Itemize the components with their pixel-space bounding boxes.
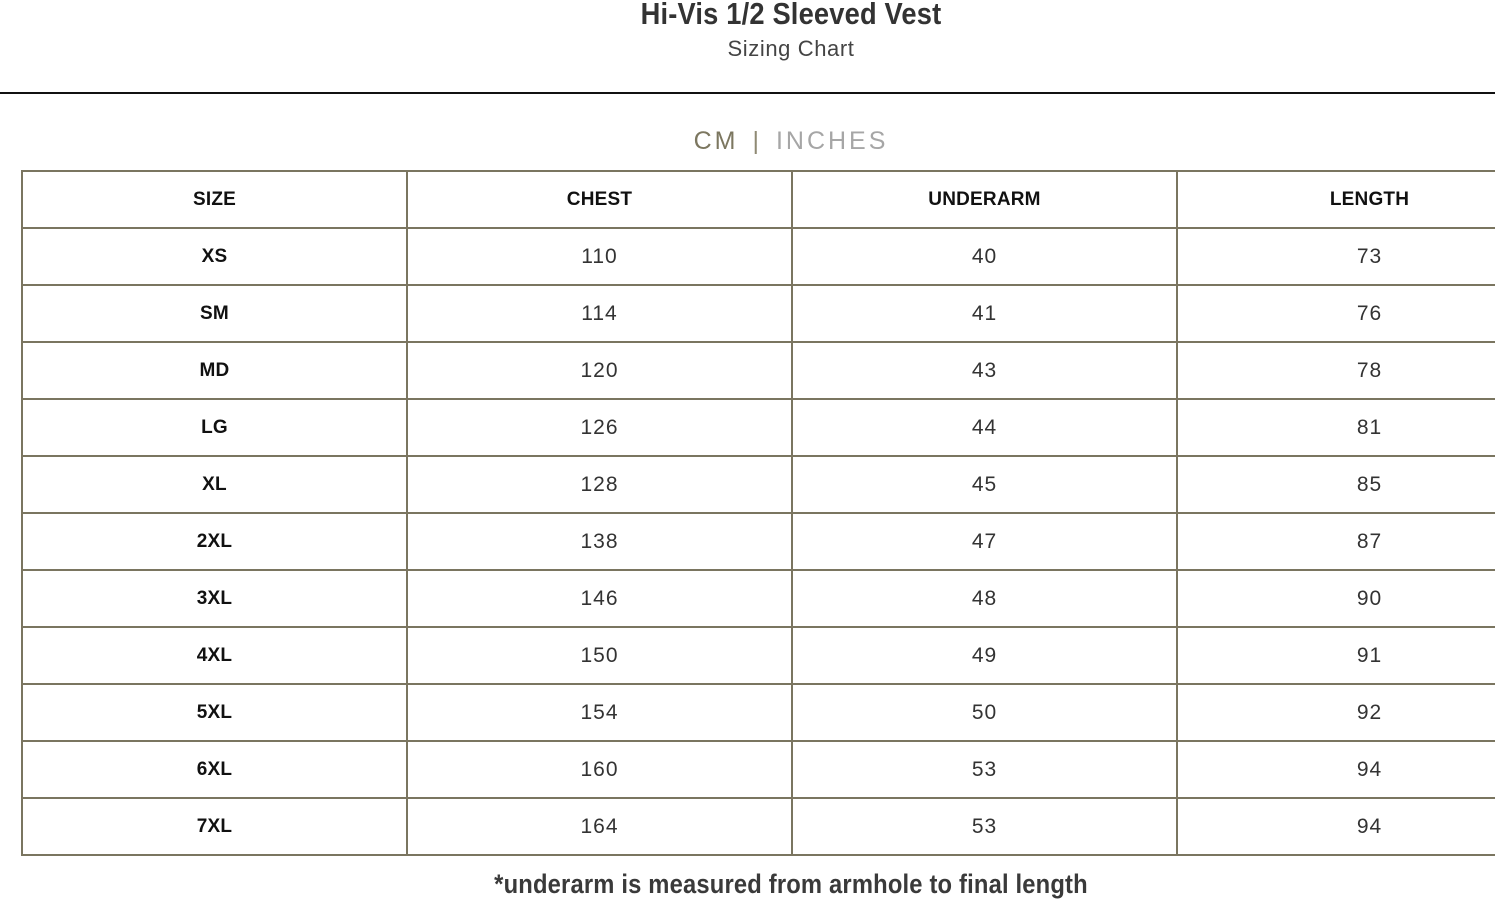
table-row [22, 798, 1495, 855]
table-row [22, 570, 1495, 627]
column-header-length: LENGTH [1177, 171, 1495, 228]
length-cell: 90 [1177, 570, 1495, 627]
table-row [22, 513, 1495, 570]
size-cell: 4XL [22, 627, 407, 684]
underarm-cell: 53 [792, 798, 1177, 855]
chest-cell: 154 [407, 684, 792, 741]
size-cell: 7XL [22, 798, 407, 855]
chest-cell: 120 [407, 342, 792, 399]
underarm-cell: 53 [792, 741, 1177, 798]
length-cell: 91 [1177, 627, 1495, 684]
size-cell: XS [22, 228, 407, 285]
table-row [22, 342, 1495, 399]
size-cell: LG [22, 399, 407, 456]
underarm-cell: 44 [792, 399, 1177, 456]
size-cell: XL [22, 456, 407, 513]
length-cell: 94 [1177, 741, 1495, 798]
chest-cell: 160 [407, 741, 792, 798]
length-cell: 85 [1177, 456, 1495, 513]
size-cell: MD [22, 342, 407, 399]
chest-cell: 110 [407, 228, 792, 285]
underarm-cell: 48 [792, 570, 1177, 627]
underarm-cell: 49 [792, 627, 1177, 684]
unit-cm-button[interactable]: CM [693, 127, 739, 155]
chest-cell: 128 [407, 456, 792, 513]
unit-inches-button[interactable]: INCHES [775, 127, 889, 155]
chest-cell: 114 [407, 285, 792, 342]
table-body [22, 228, 1495, 855]
table-header-row [22, 171, 1495, 228]
table-row [22, 456, 1495, 513]
length-cell: 76 [1177, 285, 1495, 342]
table-row [22, 399, 1495, 456]
length-cell: 78 [1177, 342, 1495, 399]
size-cell: 2XL [22, 513, 407, 570]
table-row [22, 285, 1495, 342]
column-header-size: SIZE [22, 171, 407, 228]
page-title: Hi-Vis 1/2 Sleeved Vest [640, 0, 942, 31]
table-row [22, 741, 1495, 798]
chest-cell: 164 [407, 798, 792, 855]
page-subtitle: Sizing Chart [727, 36, 855, 61]
footnote: *underarm is measured from armhole to final length [494, 869, 1088, 899]
chest-cell: 126 [407, 399, 792, 456]
unit-separator: | [752, 127, 762, 155]
underarm-cell: 40 [792, 228, 1177, 285]
header-divider [0, 92, 1495, 94]
length-cell: 87 [1177, 513, 1495, 570]
column-header-chest: CHEST [407, 171, 792, 228]
length-cell: 92 [1177, 684, 1495, 741]
size-cell: 3XL [22, 570, 407, 627]
underarm-cell: 45 [792, 456, 1177, 513]
length-cell: 73 [1177, 228, 1495, 285]
length-cell: 94 [1177, 798, 1495, 855]
underarm-cell: 47 [792, 513, 1177, 570]
column-header-underarm: UNDERARM [792, 171, 1177, 228]
underarm-cell: 43 [792, 342, 1177, 399]
sizing-table [21, 170, 1495, 856]
length-cell: 81 [1177, 399, 1495, 456]
table-row [22, 228, 1495, 285]
unit-toggle [0, 127, 1495, 156]
underarm-cell: 41 [792, 285, 1177, 342]
chest-cell: 146 [407, 570, 792, 627]
underarm-cell: 50 [792, 684, 1177, 741]
table-row [22, 684, 1495, 741]
size-cell: 5XL [22, 684, 407, 741]
chest-cell: 138 [407, 513, 792, 570]
size-cell: SM [22, 285, 407, 342]
size-cell: 6XL [22, 741, 407, 798]
table-row [22, 627, 1495, 684]
chest-cell: 150 [407, 627, 792, 684]
